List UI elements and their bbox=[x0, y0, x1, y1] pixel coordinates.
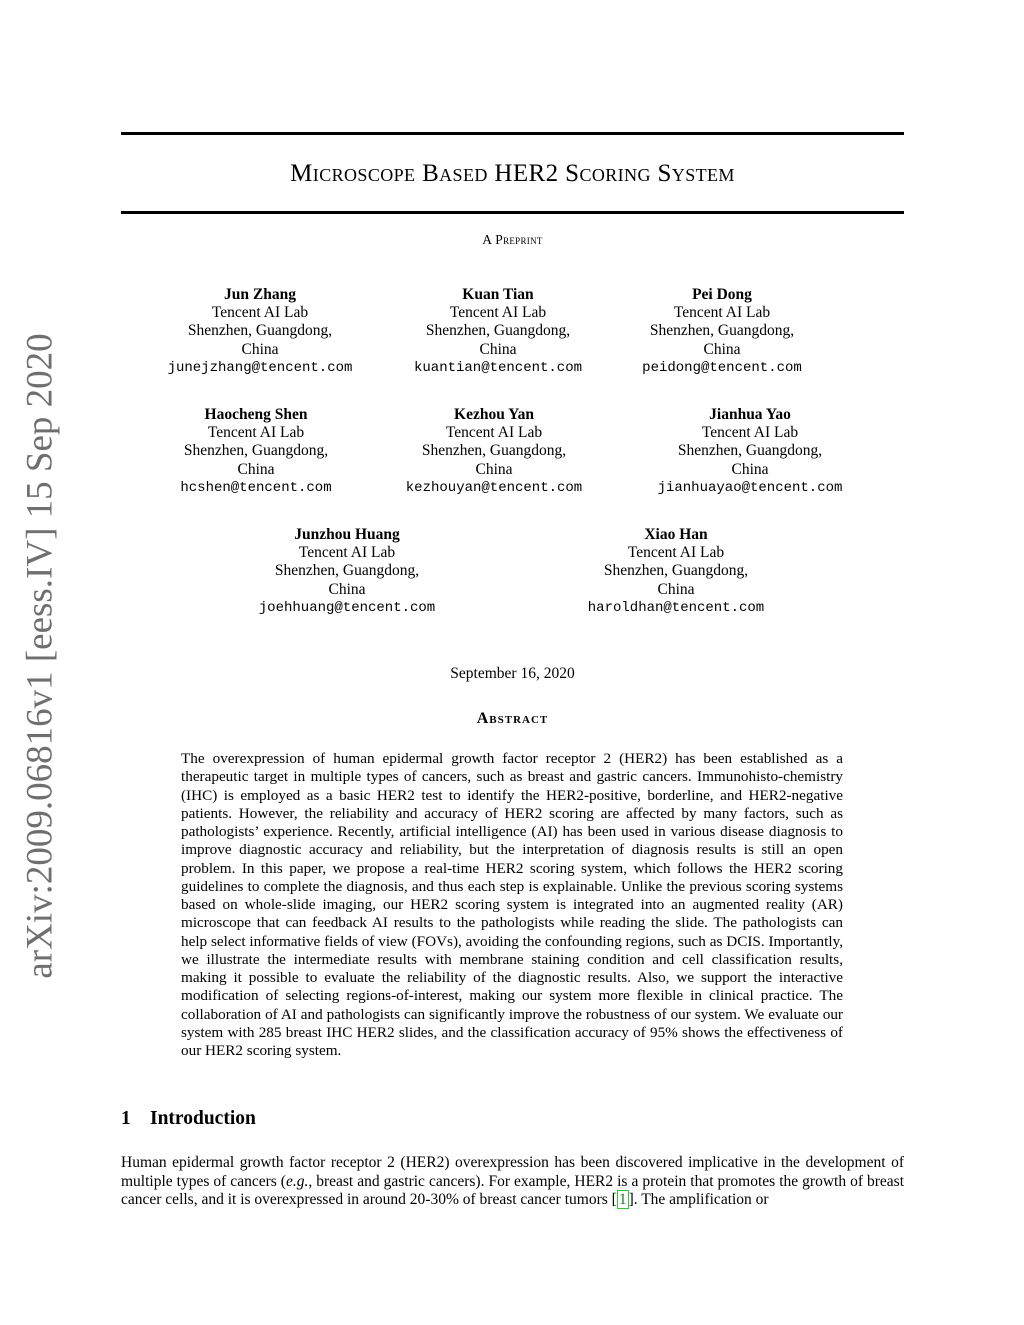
author-country: China bbox=[475, 460, 513, 478]
author-block bbox=[344, 406, 644, 497]
author-name: Kuan Tian bbox=[462, 286, 534, 303]
author-email[interactable]: junejzhang@tencent.com bbox=[167, 359, 353, 376]
author-country: China bbox=[703, 340, 741, 358]
title-bottom-rule bbox=[121, 211, 904, 214]
author-name: Kezhou Yan bbox=[454, 406, 534, 423]
author-country: China bbox=[241, 340, 279, 358]
author-affiliation: Tencent AI Lab bbox=[449, 304, 547, 322]
section-title: Introduction bbox=[150, 1108, 256, 1129]
author-email[interactable]: joehhuang@tencent.com bbox=[258, 599, 436, 616]
intro-text: Human epidermal growth factor receptor 2 (HER2) overexpression has been discovered implicative in the development of multiple types of cancers ( bbox=[121, 1154, 904, 1190]
publication-date: September 16, 2020 bbox=[450, 665, 575, 682]
author-email[interactable]: hcshen@tencent.com bbox=[180, 479, 332, 496]
author-email[interactable]: jianhuayao@tencent.com bbox=[657, 479, 843, 496]
author-name: Xiao Han bbox=[644, 526, 708, 543]
arxiv-identifier-stamp[interactable]: arXiv:2009.06816v1 [eess.IV] 15 Sep 2020 bbox=[19, 333, 61, 979]
author-affiliation: Tencent AI Lab bbox=[207, 424, 305, 442]
author-block bbox=[600, 406, 900, 497]
citation-link[interactable]: 1 bbox=[618, 1191, 627, 1208]
author-location: Shenzhen, Guangdong, bbox=[677, 442, 823, 460]
author-country: China bbox=[237, 460, 275, 478]
author-location: Shenzhen, Guangdong, bbox=[603, 562, 749, 580]
author-location: Shenzhen, Guangdong, bbox=[183, 442, 329, 460]
author-affiliation: Tencent AI Lab bbox=[701, 424, 799, 442]
author-name: Jianhua Yao bbox=[709, 406, 791, 423]
intro-text: , breast and gastric cancers). For example, HER2 is a protein that promotes the growth of breast cancer cells, and it is overexpressed in around 20-30% of breast cancer tumors [ bbox=[121, 1172, 904, 1208]
introduction-paragraph bbox=[121, 1154, 904, 1210]
author-affiliation: Tencent AI Lab bbox=[627, 544, 725, 562]
author-email[interactable]: kezhouyan@tencent.com bbox=[405, 479, 583, 496]
author-email[interactable]: kuantian@tencent.com bbox=[413, 359, 583, 376]
abstract-heading: Abstract bbox=[476, 710, 549, 727]
author-block bbox=[572, 286, 872, 377]
author-location: Shenzhen, Guangdong, bbox=[425, 322, 571, 340]
author-name: Jun Zhang bbox=[224, 286, 296, 303]
author-location: Shenzhen, Guangdong, bbox=[187, 322, 333, 340]
section-heading bbox=[121, 1108, 256, 1130]
author-location: Shenzhen, Guangdong, bbox=[649, 322, 795, 340]
author-affiliation: Tencent AI Lab bbox=[211, 304, 309, 322]
paper-title: Microscope Based HER2 Scoring System bbox=[290, 160, 735, 187]
author-location: Shenzhen, Guangdong, bbox=[421, 442, 567, 460]
author-location: Shenzhen, Guangdong, bbox=[274, 562, 420, 580]
author-country: China bbox=[328, 580, 366, 598]
author-email[interactable]: haroldhan@tencent.com bbox=[587, 599, 765, 616]
author-affiliation: Tencent AI Lab bbox=[673, 304, 771, 322]
author-country: China bbox=[657, 580, 695, 598]
section-number: 1 bbox=[121, 1108, 131, 1129]
author-block bbox=[197, 526, 497, 617]
intro-text: ]. The amplification or bbox=[628, 1191, 769, 1208]
author-country: China bbox=[479, 340, 517, 358]
author-country: China bbox=[731, 460, 769, 478]
author-email[interactable]: peidong@tencent.com bbox=[642, 359, 802, 376]
author-name: Junzhou Huang bbox=[294, 526, 400, 543]
author-affiliation: Tencent AI Lab bbox=[298, 544, 396, 562]
author-affiliation: Tencent AI Lab bbox=[445, 424, 543, 442]
preprint-label: A Preprint bbox=[482, 232, 543, 247]
author-block bbox=[526, 526, 826, 617]
author-name: Pei Dong bbox=[692, 286, 752, 303]
author-name: Haocheng Shen bbox=[204, 406, 308, 423]
intro-eg: e.g. bbox=[285, 1172, 309, 1190]
abstract-text: The overexpression of human epidermal growth factor receptor 2 (HER2) has been established as a therapeutic target in multiple types of cancers, such as breast and gastric cancers. Immunohisto-chemistry (IHC) is employed as a basic HER2 test to identify the HER2-positive, borderline, and HER2-negative patients. However, the reliability and accuracy of HER2 scoring are affected by many factors, such as pathologists’ experience. Recently, artificial intelligence (AI) has been used in various disease diagnosis to improve diagnostic accuracy and reliability, but the interpretation of diagnosis results is still an open problem. In this paper, we propose a real-time HER2 scoring system, which follows the HER2 scoring guidelines to complete the diagnosis, and thus each step is explainable. Unlike the previous scoring systems based on whole-slide imaging, our HER2 scoring system is integrated into an augmented reality (AR) microscope that can feedback AI results to the pathologists while reading the slide. The pathologists can help select informative fields of view (FOVs), avoiding the confounding regions, such as DCIS. Importantly, we illustrate the intermediate results with membrane staining condition and cell classification results, making it possible to evaluate the reliability of the diagnostic results. Also, we support the interactive modification of selecting regions-of-interest, making our system more flexible in clinical practice. The collaboration of AI and pathologists can significantly improve the robustness of our system. We evaluate our system with 285 breast IHC HER2 slides, and the classification accuracy of 95% shows the effectiveness of our HER2 scoring system. bbox=[181, 750, 843, 1059]
title-top-rule bbox=[121, 132, 904, 135]
